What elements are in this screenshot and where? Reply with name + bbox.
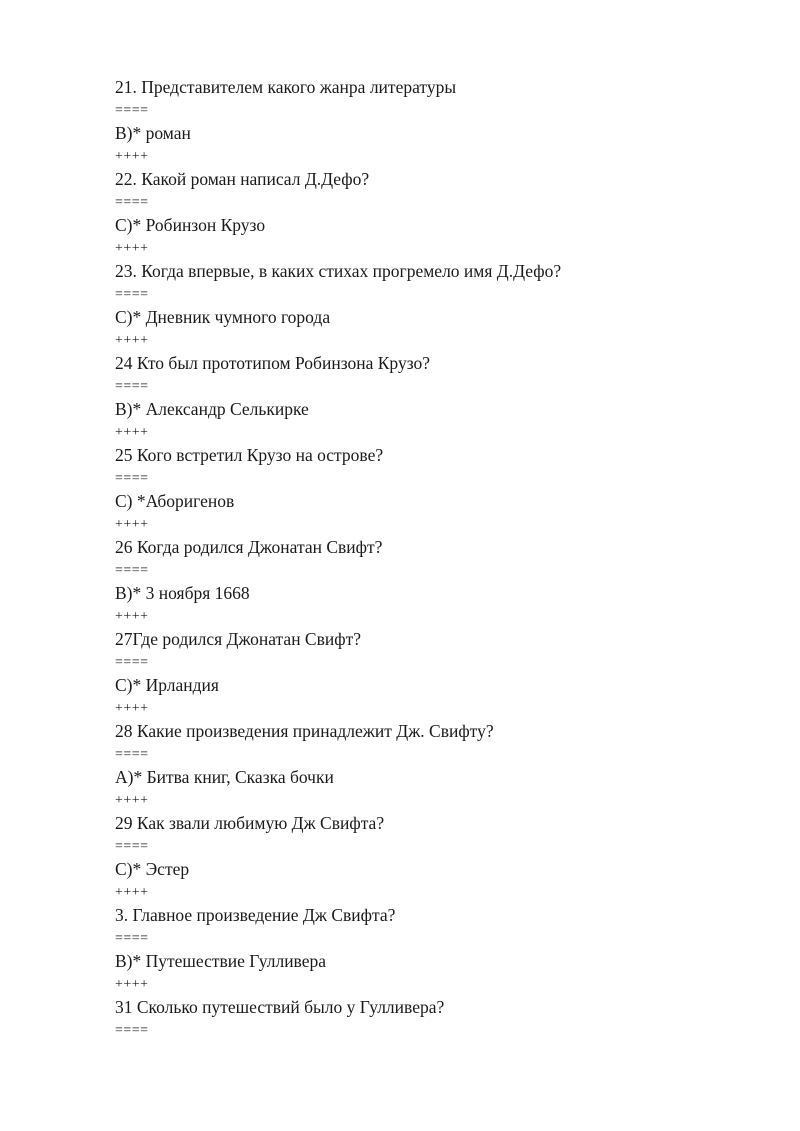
separator-line: ++++: [115, 517, 149, 532]
separator-line: ====: [115, 931, 149, 946]
question-line: 26 Когда родился Джонатан Свифт?: [115, 537, 383, 557]
separator-line: ++++: [115, 793, 149, 808]
question-line: 24 Кто был прототипом Робинзона Крузо?: [115, 353, 431, 373]
answer-line: B)* Александр Селькирке: [115, 399, 309, 419]
question-line: 29 Как звали любимую Дж Свифта?: [115, 813, 385, 833]
separator-line: ====: [115, 379, 149, 394]
answer-line: C)* Робинзон Крузо: [115, 215, 266, 235]
separator-line: ++++: [115, 149, 149, 164]
separator-line: ++++: [115, 425, 149, 440]
separator-line: ====: [115, 655, 149, 670]
quiz-text-body: [115, 76, 755, 1042]
question-line: 31 Сколько путешествий было у Гулливера?: [115, 997, 445, 1017]
separator-line: ++++: [115, 701, 149, 716]
answer-line: B)* Путешествие Гулливера: [115, 951, 326, 971]
separator-line: ====: [115, 839, 149, 854]
separator-line: ====: [115, 287, 149, 302]
question-line: 27Где родился Джонатан Свифт?: [115, 629, 361, 649]
separator-line: ++++: [115, 977, 149, 992]
question-line: 23. Когда впервые, в каких стихах прогремело имя Д.Дефо?: [115, 261, 562, 281]
question-line: 22. Какой роман написал Д.Дефо?: [115, 169, 370, 189]
answer-line: C)* Эстер: [115, 859, 190, 879]
separator-line: ++++: [115, 609, 149, 624]
answer-line: B)* роман: [115, 123, 191, 143]
question-line: 25 Кого встретил Крузо на острове?: [115, 445, 384, 465]
separator-line: ++++: [115, 241, 149, 256]
separator-line: ++++: [115, 333, 149, 348]
answer-line: C)* Дневник чумного города: [115, 307, 331, 327]
answer-line: A)* Битва книг, Сказка бочки: [115, 767, 334, 787]
answer-line: B)* 3 ноября 1668: [115, 583, 250, 603]
separator-line: ====: [115, 563, 149, 578]
question-line: 3. Главное произведение Дж Свифта?: [115, 905, 396, 925]
separator-line: ====: [115, 747, 149, 762]
question-line: 28 Какие произведения принадлежит Дж. Свифту?: [115, 721, 494, 741]
separator-line: ====: [115, 471, 149, 486]
answer-line: C)* Ирландия: [115, 675, 219, 695]
separator-line: ====: [115, 103, 149, 118]
question-line: 21. Представителем какого жанра литературы: [115, 77, 457, 97]
separator-line: ====: [115, 1023, 149, 1038]
answer-line: C) *Аборигенов: [115, 491, 235, 511]
separator-line: ====: [115, 195, 149, 210]
separator-line: ++++: [115, 885, 149, 900]
